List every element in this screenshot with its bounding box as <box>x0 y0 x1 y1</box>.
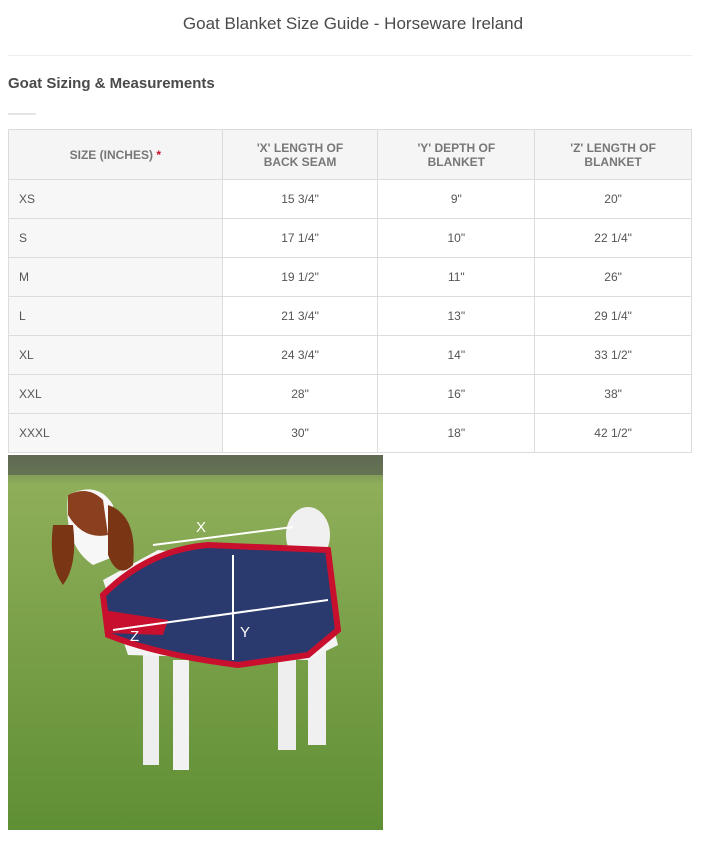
size-cell: XXXL <box>9 414 223 453</box>
x-length-cell: 15 3/4" <box>222 180 378 219</box>
section-title: Goat Sizing & Measurements <box>8 75 215 92</box>
label-y: Y <box>240 624 251 641</box>
table-row <box>9 336 692 375</box>
size-cell: S <box>9 219 223 258</box>
size-cell: XXL <box>9 375 223 414</box>
y-depth-cell: 9" <box>378 180 535 219</box>
z-length-cell: 26" <box>535 258 692 297</box>
header-z: 'Z' LENGTH OF BLANKET <box>535 130 692 180</box>
z-length-cell: 29 1/4" <box>535 297 692 336</box>
size-table <box>8 129 692 453</box>
header-x: 'X' LENGTH OF BACK SEAM <box>222 130 378 180</box>
table-row <box>9 375 692 414</box>
x-length-cell: 28" <box>222 375 378 414</box>
y-depth-cell: 14" <box>378 336 535 375</box>
size-cell: L <box>9 297 223 336</box>
table-row <box>9 297 692 336</box>
x-length-cell: 24 3/4" <box>222 336 378 375</box>
section-underline <box>8 113 36 115</box>
z-length-cell: 33 1/2" <box>535 336 692 375</box>
x-length-cell: 30" <box>222 414 378 453</box>
y-depth-cell: 16" <box>378 375 535 414</box>
y-depth-cell: 13" <box>378 297 535 336</box>
table-row <box>9 219 692 258</box>
z-length-cell: 38" <box>535 375 692 414</box>
table-row <box>9 414 692 453</box>
table-header-row <box>9 130 692 180</box>
y-depth-cell: 11" <box>378 258 535 297</box>
size-cell: M <box>9 258 223 297</box>
header-size: SIZE (INCHES) * <box>9 130 223 180</box>
y-depth-cell: 18" <box>378 414 535 453</box>
label-x: X <box>196 519 207 536</box>
size-cell: XL <box>9 336 223 375</box>
divider <box>8 55 692 56</box>
table-row <box>9 258 692 297</box>
page-title: Goat Blanket Size Guide - Horseware Ireland <box>182 14 524 33</box>
required-marker: * <box>156 147 161 162</box>
x-length-cell: 21 3/4" <box>222 297 378 336</box>
z-length-cell: 22 1/4" <box>535 219 692 258</box>
size-cell: XS <box>9 180 223 219</box>
z-length-cell: 20" <box>535 180 692 219</box>
goat-blanket-photo <box>8 455 383 830</box>
x-length-cell: 17 1/4" <box>222 219 378 258</box>
x-length-cell: 19 1/2" <box>222 258 378 297</box>
header-y: 'Y' DEPTH OF BLANKET <box>378 130 535 180</box>
y-depth-cell: 10" <box>378 219 535 258</box>
label-z: Z <box>130 628 140 645</box>
table-row <box>9 180 692 219</box>
z-length-cell: 42 1/2" <box>535 414 692 453</box>
